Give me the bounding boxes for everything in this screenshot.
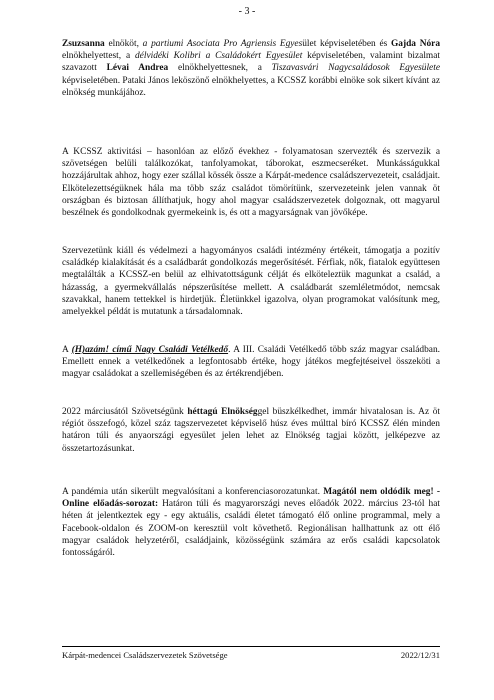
text: elnököt,	[104, 39, 143, 49]
paragraph-conference	[62, 486, 440, 559]
text-italic: délvidéki Kolibri a Családokért Egyesület	[134, 51, 303, 62]
page-number: - 3 -	[238, 6, 256, 17]
text-bold: Lévai Andrea	[106, 63, 169, 74]
text: ület képviseletében és	[302, 39, 391, 49]
text: Határon túli és magyarországi neves előadók 2022. március 23-tól hat héten át jelentkeztek egy - egy aktuális, családi életet támogató élő online programmal, mely a Facebook-oldalon és ZOOM-on keresztül volt követhető. Regionálisan hallhattunk az ott élő magyar családok helyzetéről, családjaink, közösségünk számára az erős családi kapcsolatok fontosságáról.	[62, 499, 440, 559]
footer-date: 2022/12/31	[400, 650, 440, 660]
paragraph-board	[62, 406, 440, 455]
paragraph-contest	[62, 344, 440, 381]
footer-organization: Kárpát-medencei Családszervezetek Szövetsége	[62, 650, 228, 660]
paragraph-board-members	[62, 38, 440, 99]
contest-title: (H)azám! című Nagy Családi Vetélkedő	[71, 345, 229, 355]
text-bold: Zsuzsanna	[62, 39, 105, 49]
text-italic: Tiszavasvári Nagycsaládosok Egyesülete	[271, 63, 440, 74]
text-bold: héttagú Elnökség	[187, 407, 258, 417]
text: gel büszkélkedhet, immár hivatalosan is. Az öt régiót összefogó, közel száz tagszervezetet képviselő húsz éves múlttal bíró KCSSZ élén minden határon túli és anyaországi egyesület jelen lehet az Elnökség tagjai között, jelképezve az összetartozásunkat.	[62, 407, 440, 454]
text: képviseletében, valamint bizalmat szavazott	[62, 51, 440, 74]
text-italic: a partiumi Asociata Pro Agriensis Egyes	[142, 39, 303, 49]
paragraph-values: Szervezetünk kiáll és védelmezi a hagyományos családi intézmény értékeit, támogatja a pozitív családkép kialakítását és a családbarát gondolkozás megerősítését. Férfiak, nők, fiatalok együttesen megtalálták a KCSSZ-en belül az elhivatottságunk célját és elköteleztük magunkat a család, a házasság, a gyermekvállalás népszerűsítése mellett. A családbarát szemléletmódot, nemcsak szavakkal, hanem tettekkel is hirdetjük. Életünkkel igazolva, olyan programokat valósítunk meg, amelyekkel példát is mutatunk a társadalomnak.	[62, 246, 440, 318]
text: képviseletében. Pataki János leköszönő elnökhelyettes, a KCSSZ korábbi elnöke sok sikert kívánt az elnökség munkájához.	[62, 75, 440, 98]
text: A pandémia után sikerült megvalósítani a konferenciasorozatunkat.	[62, 487, 324, 497]
text: elnökhelyettesnek, a	[168, 63, 272, 74]
text: . A III. Családi Vetélkedő több száz magyar családban. Emellett ennek a vetélkedőnek a legfontosabb értéke, hogy játékos megfejtéseivel összeköti a magyar családokat a szellemiségében és az értékrendjében.	[62, 345, 440, 380]
footer-divider	[62, 646, 440, 647]
text: A	[62, 345, 72, 355]
footer	[62, 650, 440, 660]
text: elnökhelyettest, a	[62, 51, 135, 62]
text-bold: Gajda Nóra	[390, 39, 441, 49]
text-bold: Magától nem oldódik meg! - Online előadás-sorozat:	[62, 487, 441, 510]
paragraph-activities: A KCSSZ aktivitási – hasonlóan az előző évekhez - folyamatosan szervezték és szervezik a szövetségen belüli találkozókat, tanfolyamokat, táborokat, eszmecseréket. Munkásságukkal hozzájárultak ahhoz, hogy ezer szállal kössék össze a Kárpát-medence családszervezeteit, családjait. Elkötelezettségüknek hála ma több száz családot tömörítünk, szervezeteink jelen vannak öt országban és biztosan állíthatjuk, hogy ahol magyar családszervezetek dolgoznak, ott magyarul beszélnek és gondolkodnak gyermekeink is, és ott a magyarságnak van jövőképe.	[62, 147, 440, 219]
text: 2022 márciusától Szövetségünk	[62, 407, 188, 417]
